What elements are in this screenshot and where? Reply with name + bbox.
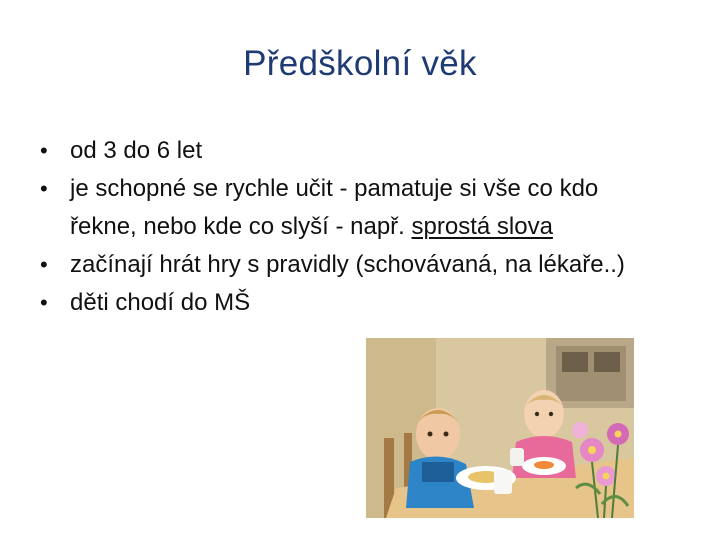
bullet-dot: • [40,138,48,163]
bullet-text: je schopné se rychle učit - pamatuje si vše co kdo řekne, nebo kde co slyší - např. [70,175,599,240]
bullet-text: děti chodí do MŠ [70,289,251,316]
bullet-dot: • [40,290,48,315]
slide-title: Předškolní věk [243,44,477,83]
bullet-item [36,284,666,322]
bullet-item [36,132,666,170]
bullet-item [36,170,666,246]
bullet-text: začínají hrát hry s pravidly (schovávaná, na lékaře..) [70,251,625,278]
children-photo [366,338,634,518]
bullet-dot: • [40,176,48,201]
bullet-text: od 3 do 6 let [70,137,203,164]
bullet-item [36,246,666,284]
bullet-dot: • [40,252,48,277]
bullet-list [36,132,666,322]
photo-two-children-at-table-icon [366,338,634,518]
underlined-phrase: sprostá slova [411,213,553,240]
